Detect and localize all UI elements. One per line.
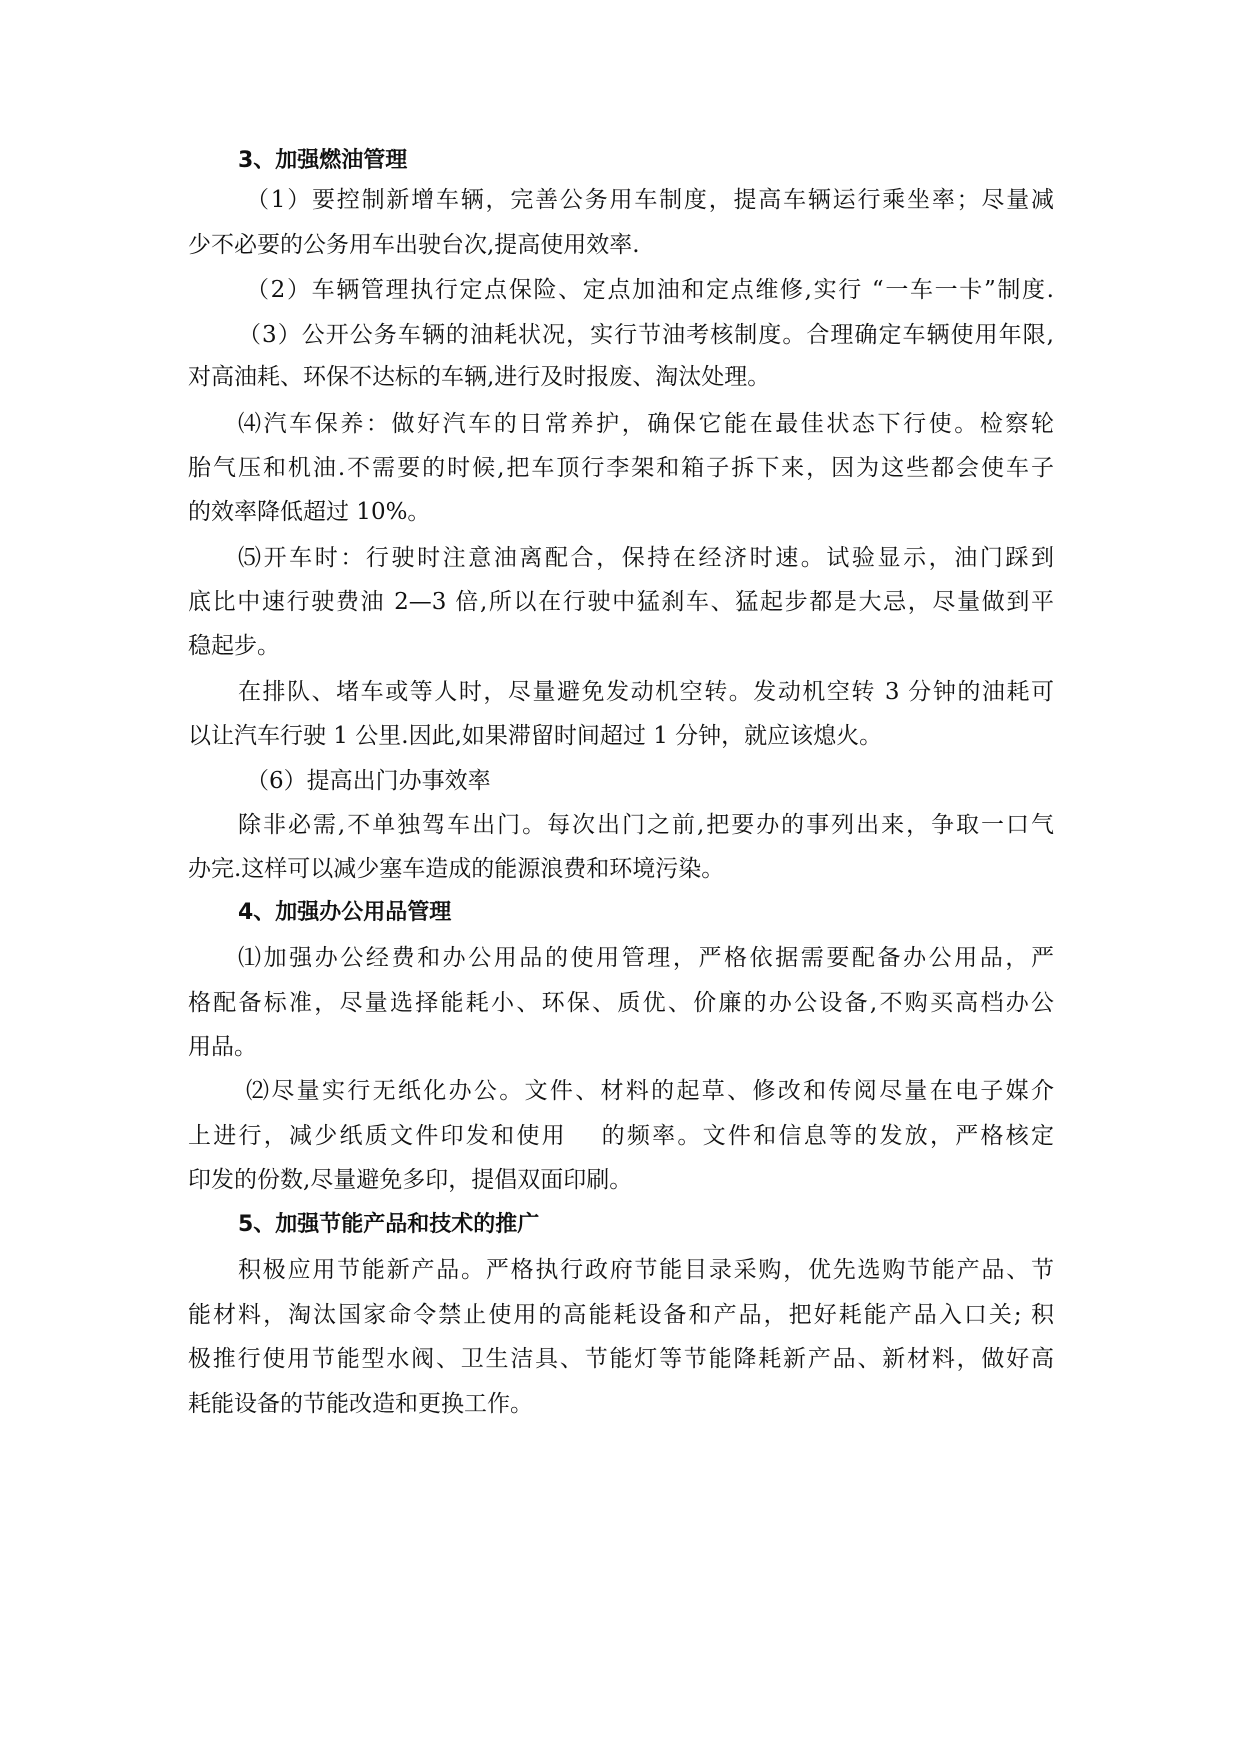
paragraph-line: 耗能设备的节能改造和更换工作。 [188,1391,533,1417]
paragraph-line: 印发的份数,尽量避免多印，提倡双面印刷。 [188,1167,633,1193]
paragraph-line: 上进行，减少纸质文件印发和使用 的频率。文件和信息等的发放，严格核定 [188,1123,1054,1149]
paragraph-line: ⑵尽量实行无纸化办公。文件、材料的起草、修改和传阅尽量在电子媒介 [246,1078,1054,1104]
paragraph-line: 积极应用节能新产品。严格执行政府节能目录采购，优先选购节能产品、节 [238,1257,1054,1283]
paragraph-line: ⑴加强办公经费和办公用品的使用管理，严格依据需要配备办公用品，严 [238,945,1054,971]
section-heading-4: 4、加强办公用品管理 [238,900,452,925]
paragraph-line: 胎气压和机油.不需要的时候,把车顶行李架和箱子拆下来，因为这些都会使车子 [188,455,1054,481]
paragraph-line: 底比中速行驶费油 2—3 倍,所以在行驶中猛刹车、猛起步都是大忌，尽量做到平 [188,589,1054,615]
paragraph-line: 用品。 [188,1034,257,1060]
section-heading-3: 3、加强燃油管理 [238,148,408,173]
paragraph-line: 格配备标准，尽量选择能耗小、环保、质优、价廉的办公设备,不购买高档办公 [188,990,1054,1016]
paragraph-line: 除非必需,不单独驾车出门。每次出门之前,把要办的事列出来，争取一口气 [238,812,1054,838]
paragraph-line: 极推行使用节能型水阀、卫生洁具、节能灯等节能降耗新产品、新材料，做好高 [188,1346,1054,1372]
paragraph-line: 办完.这样可以减少塞车造成的能源浪费和环境污染。 [188,856,725,882]
paragraph-line: 在排队、堵车或等人时，尽量避免发动机空转。发动机空转 3 分钟的油耗可 [238,679,1054,705]
paragraph-line: ⑸开车时：行驶时注意油离配合，保持在经济时速。试验显示，油门踩到 [238,545,1054,571]
paragraph-line: 稳起步。 [188,633,280,659]
paragraph-line: （2）车辆管理执行定点保险、定点加油和定点维修,实行 “一车一卡”制度. [246,277,1054,303]
paragraph-line: （6）提高出门办事效率 [246,768,491,794]
paragraph-line: 能材料，淘汰国家命令禁止使用的高能耗设备和产品，把好耗能产品入口关; 积 [188,1302,1054,1328]
paragraph-line: 少不必要的公务用车出驶台次,提高使用效率. [188,232,640,258]
section-heading-5: 5、加强节能产品和技术的推广 [238,1212,540,1237]
paragraph-line: （3）公开公务车辆的油耗状况，实行节油考核制度。合理确定车辆使用年限, [238,322,1054,348]
paragraph-line: 的效率降低超过 10%。 [188,499,431,525]
paragraph-line: 对高油耗、环保不达标的车辆,进行及时报废、淘汰处理。 [188,364,771,390]
paragraph-line: 以让汽车行驶 1 公里.因此,如果滞留时间超过 1 分钟，就应该熄火。 [188,723,883,749]
paragraph-line: （1）要控制新增车辆，完善公务用车制度，提高车辆运行乘坐率；尽量减 [246,187,1054,213]
paragraph-line: ⑷汽车保养：做好汽车的日常养护，确保它能在最佳状态下行使。检察轮 [238,411,1054,437]
